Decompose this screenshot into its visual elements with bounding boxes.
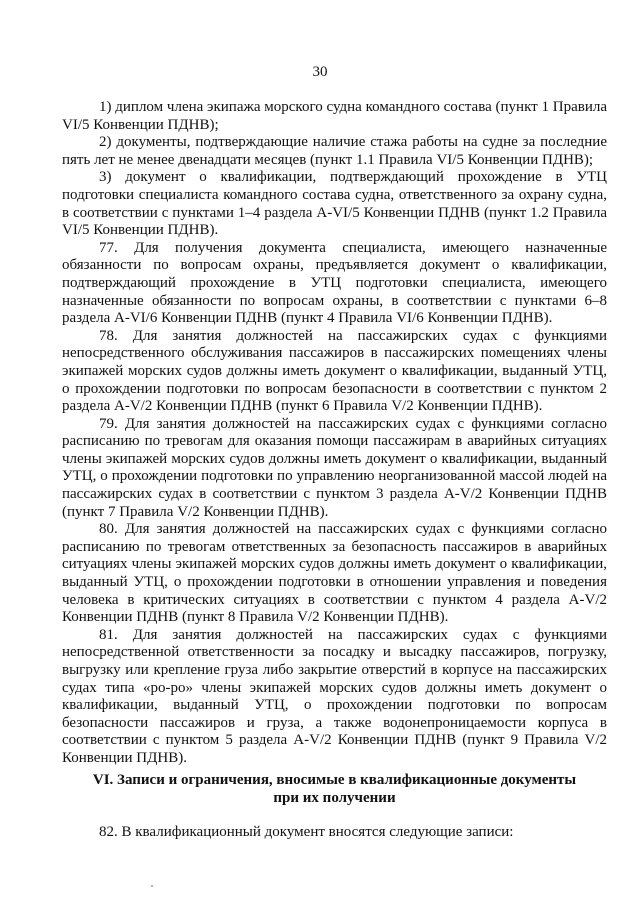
item-2-service-documents: 2) документы, подтверждающие наличие стажа работы на судне за последние пять лет не менее двенадцати месяцев (пункт 1.1 Правила VI/5 Конвенции ПДНВ); bbox=[62, 134, 607, 168]
paragraph-82: 82. В квалификационный документ вносятся следующие записи: bbox=[99, 824, 514, 840]
section-heading-line-1: VI. Записи и ограничения, вносимые в квалификационные документы bbox=[92, 772, 577, 788]
paragraph-78: 78. Для занятия должностей на пассажирских судах с функциями непосредственного обслуживания пассажиров в пассажирских помещениях члены экипажей морских судов должны иметь документ о квалификации, выданный УТЦ, о прохождении подготовки по вопросам безопасности в соответствии с пунктом 2 раздела A-V/2 Конвенции ПДНВ (пункт 6 Правила V/2 Конвенции ПДНВ). bbox=[62, 327, 607, 415]
paragraph-81: 81. Для занятия должностей на пассажирских судах с функциями непосредственной ответственности за посадку и высадку пассажиров, погрузку, выгрузку или крепление груза либо закрытие отверстий в корпусе на пассажирских судах типа «ро-ро» члены экипажей морских судов должны иметь документ о квалификации, выданный УТЦ, о прохождении подготовки по вопросам безопасности пассажиров и груза, а также водонепроницаемости корпуса в соответствии с пунктом 5 раздела A-V/2 Конвенции ПДНВ (пункт 9 Правила V/2 Конвенции ПДНВ). bbox=[62, 626, 607, 766]
item-1-diploma: 1) диплом члена экипажа морского судна командного состава (пункт 1 Правила VI/5 Конвенции ПДНВ); bbox=[62, 99, 607, 133]
page-number: 30 bbox=[312, 64, 328, 80]
section-heading bbox=[62, 771, 607, 807]
body-text bbox=[62, 99, 607, 768]
item-3-qualification-document: 3) документ о квалификации, подтверждающий прохождение в УТЦ подготовки специалиста командного состава судна, ответственного за охрану судна, в соответствии с пунктами 1–4 раздела A-VI/5 Конвенции ПДНВ (пункт 1.2 Правила VI/5 Конвенции ПДНВ). bbox=[62, 169, 607, 239]
paragraph-77: 77. Для получения документа специалиста, имеющего назначенные обязанности по вопросам охраны, предъявляется документ о квалификации, подтверждающий прохождение в УТЦ подготовки специалиста, имеющего назначенные обязанности по вопросам охраны, в соответствии с пунктами 6–8 раздела A-VI/6 Конвенции ПДНВ (пункт 4 Правила VI/6 Конвенции ПДНВ). bbox=[62, 239, 607, 327]
paragraph-80: 80. Для занятия должностей на пассажирских судах с функциями согласно расписанию по тревогам ответственных за безопасность пассажиров в аварийных ситуациях члены экипажей морских судов должны иметь документ о квалификации, выданный УТЦ, о прохождении подготовки в отношении управления и поведения человека в критических ситуациях в соответствии с пунктом 4 раздела A-V/2 Конвенции ПДНВ (пункт 8 Правила V/2 Конвенции ПДНВ). bbox=[62, 521, 607, 626]
paragraph-79: 79. Для занятия должностей на пассажирских судах с функциями согласно расписанию по тревогам для оказания помощи пассажирам в аварийных ситуациях члены экипажей морских судов должны иметь документ о квалификации, выданный УТЦ, о прохождении подготовки по управлению неорганизованной массой людей на пассажирских судах в соответствии с пунктом 3 раздела A-V/2 Конвенции ПДНВ (пункт 7 Правила V/2 Конвенции ПДНВ). bbox=[62, 415, 607, 520]
section-heading-line-2: при их получении bbox=[273, 790, 396, 806]
scan-artifact-dot bbox=[151, 885, 153, 887]
